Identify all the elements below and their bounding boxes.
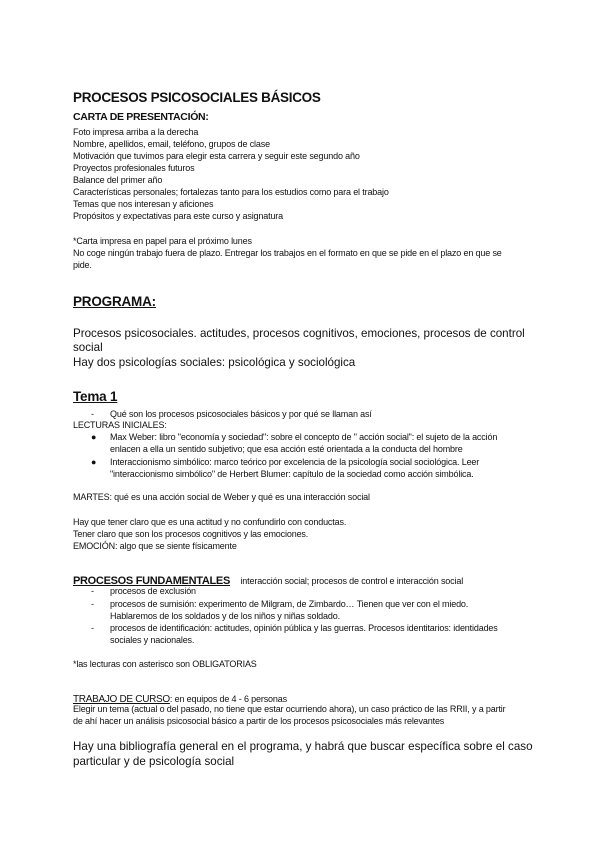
lecturas-heading: LECTURAS INICIALES: (73, 420, 167, 430)
biblio-line1: Hay una bibliografía general en el programa, y habrá que buscar específica sobre el caso (73, 740, 533, 753)
plazo-note-line2: pide. (73, 260, 92, 270)
trabajo-line2: de ahí hacer un análisis psicosocial básico a partir de los procesos psicosociales más relevantes (73, 716, 445, 726)
fundamentales-item-sumision-line2: Hablaremos de los soldados y de los niños y niñas soldado. (110, 611, 340, 621)
emocion-note: EMOCIÓN: algo que se siente físicamente (73, 541, 237, 551)
plazo-note-line1: No coge ningún trabajo fuera de plazo. Entregar los trabajos en el formato en que se pide en el plazo en que se (73, 248, 502, 258)
document-title: PROCESOS PSICOSOCIALES BÁSICOS (73, 90, 321, 105)
carta-note: *Carta impresa en papel para el próximo lunes (73, 236, 252, 246)
carta-heading: CARTA DE PRESENTACIÓN: (73, 111, 209, 123)
bullet-weber-line1: Max Weber: libro "economía y sociedad": sobre el concepto de " acción social": el sujeto de la acción (110, 432, 498, 442)
obligatorias-note: *las lecturas con asterisco son OBLIGATORIAS (73, 659, 257, 669)
programa-line2: Hay dos psicologías sociales: psicológica y sociológica (73, 356, 356, 369)
carta-line: Foto impresa arriba a la derecha (73, 127, 199, 137)
bullet-icon: ● (91, 457, 97, 467)
fundamentales-item-identificacion-line1: procesos de identificación: actitudes, opinión pública y las guerras. Procesos identitarios: identidades (110, 623, 498, 633)
carta-line: Características personales; fortalezas tanto para los estudios como para el trabajo (73, 187, 389, 197)
carta-line: Balance del primer año (73, 175, 163, 185)
trabajo-line1: Elegir un tema (actual o del pasado, no tiene que estar ocurriendo ahora), un caso práctico de las RRII, y a partir (73, 704, 506, 714)
bullet-icon: ● (91, 432, 97, 442)
trabajo-heading: TRABAJO DE CURSO (73, 694, 170, 705)
carta-line: Motivación que tuvimos para elegir esta carrera y seguir este segundo año (73, 151, 360, 161)
programa-line1: Procesos psicosociales. actitudes, procesos cognitivos, emociones, procesos de control (73, 327, 525, 340)
dash-marker: - (91, 623, 94, 633)
actitud-note: Hay que tener claro que es una actitud y no confundirlo con conductas. (73, 517, 347, 527)
fundamentales-item-exclusion: procesos de exclusión (110, 586, 196, 596)
dash-marker: - (91, 409, 94, 419)
bullet-weber-line2: enlacen a ella un sentido subjetivo; que esa acción esté orientada a la conducta del hombre (110, 444, 463, 454)
bullet-interaccionismo-line1: Interaccionismo simbólico: marco teórico por excelencia de la psicología social sociológica. Leer (110, 457, 480, 467)
carta-line: Nombre, apellidos, email, teléfono, grupos de clase (73, 139, 270, 149)
biblio-line2: particular y de psicología social (73, 755, 235, 768)
dash-marker: - (91, 599, 94, 609)
tema1-question: Qué son los procesos psicosociales básicos y por qué se llaman así (110, 409, 372, 419)
trabajo-heading-rest: : en equipos de 4 - 6 personas (169, 694, 287, 704)
dash-marker: - (91, 586, 94, 596)
programa-heading: PROGRAMA: (73, 294, 156, 309)
carta-line: Proyectos profesionales futuros (73, 163, 195, 173)
fundamentales-subtitle: interacción social; procesos de control e interacción social (240, 576, 464, 586)
fundamentales-heading: PROCESOS FUNDAMENTALES (73, 575, 230, 587)
programa-line1-cont: social (73, 341, 103, 354)
martes-note: MARTES: qué es una acción social de Weber y qué es una interacción social (73, 492, 370, 502)
bullet-interaccionismo-line2: "interaccionismo simbólico" de Herbert Blumer: capítulo de la sociedad como acción simbólica. (110, 469, 474, 479)
tema1-heading: Tema 1 (73, 389, 118, 404)
carta-line: Temas que nos interesan y aficiones (73, 199, 214, 209)
fundamentales-item-identificacion-line2: sociales y nacionales. (110, 635, 195, 645)
cognitivos-note: Tener claro que son los procesos cognitivos y las emociones. (73, 529, 309, 539)
carta-line: Propósitos y expectativas para este curso y asignatura (73, 211, 284, 221)
fundamentales-item-sumision-line1: procesos de sumisión: experimento de Milgram, de Zimbardo… Tienen que ver con el miedo. (110, 599, 469, 609)
